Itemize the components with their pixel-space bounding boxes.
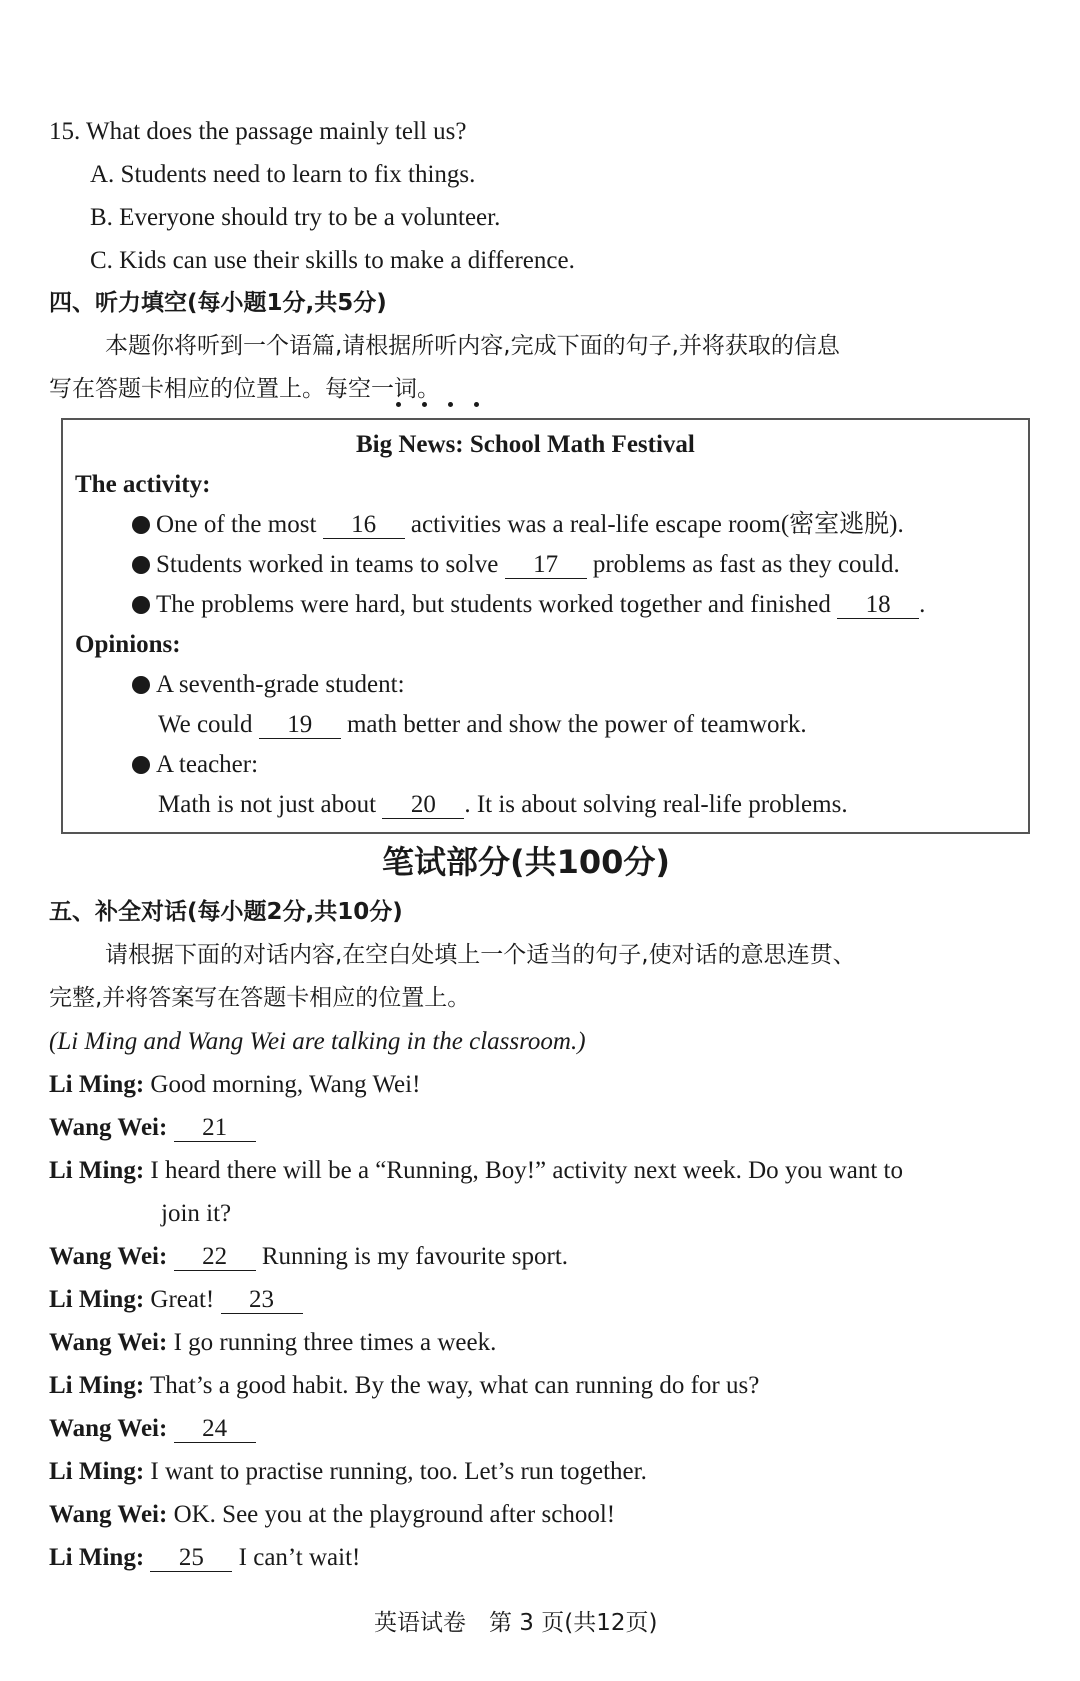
box-title: Big News: School Math Festival	[356, 431, 695, 458]
opinion-teacher-text: Math is not just about 20 . It is about solving real-life problems.	[158, 791, 848, 818]
dialogue-line-1: Li Ming: Good morning, Wang Wei!	[49, 1071, 421, 1098]
bullet-icon	[132, 676, 150, 694]
blank-17: 17	[505, 552, 587, 579]
blank-24: 24	[174, 1416, 256, 1443]
opinion-teacher-speaker: A teacher:	[132, 750, 258, 780]
activity-label: The activity:	[75, 471, 211, 498]
part4-heading: 四、听力填空(每小题1分,共5分)	[49, 290, 387, 316]
dialogue-line-11: Li Ming: 25 I can’t wait!	[49, 1544, 361, 1571]
blank-21: 21	[174, 1115, 256, 1142]
bullet-18: The problems were hard, but students worked together and finished 18 .	[132, 590, 925, 620]
opinions-label: Opinions:	[75, 631, 181, 658]
bullet-icon	[132, 516, 150, 534]
dialogue-line-10: Wang Wei: OK. See you at the playground after school!	[49, 1501, 616, 1528]
blank-20: 20	[382, 792, 464, 819]
dialogue-line-5: Li Ming: Great! 23	[49, 1285, 303, 1315]
dialogue-line-9: Li Ming: I want to practise running, too. Let’s run together.	[49, 1458, 647, 1485]
bullet-icon	[132, 596, 150, 614]
part4-instruction-line2: 写在答题卡相应的位置上。每空一词。	[49, 376, 440, 402]
dialogue-line-3: Li Ming: I heard there will be a “Running, Boy!” activity next week. Do you want to	[49, 1157, 903, 1184]
dialogue-line-4: Wang Wei: 22 Running is my favourite sport.	[49, 1243, 569, 1270]
opinion-student-speaker: A seventh-grade student:	[132, 670, 405, 700]
dialogue-line-7: Li Ming: That’s a good habit. By the way, what can running do for us?	[49, 1372, 760, 1399]
blank-23: 23	[221, 1287, 303, 1314]
dialogue-scene: (Li Ming and Wang Wei are talking in the classroom.)	[49, 1028, 586, 1055]
question-15-option-b: B. Everyone should try to be a volunteer.	[90, 204, 501, 231]
bullet-16: One of the most 16 activities was a real-life escape room(密室逃脱).	[132, 510, 904, 540]
dialogue-line-6: Wang Wei: I go running three times a week.	[49, 1329, 497, 1356]
part5-heading: 五、补全对话(每小题2分,共10分)	[49, 899, 403, 925]
question-15-option-c: C. Kids can use their skills to make a difference.	[90, 247, 575, 274]
dialogue-line-2: Wang Wei: 21	[49, 1113, 256, 1143]
opinion-student-text: We could 19 math better and show the power of teamwork.	[158, 711, 807, 738]
part5-instruction-line2: 完整,并将答案写在答题卡相应的位置上。	[49, 985, 471, 1011]
question-15-stem: 15. What does the passage mainly tell us?	[49, 118, 467, 145]
bullet-icon	[132, 556, 150, 574]
blank-18: 18	[837, 592, 919, 619]
bullet-icon	[132, 756, 150, 774]
dialogue-line-3-cont: join it?	[161, 1200, 232, 1227]
blank-25: 25	[150, 1545, 232, 1572]
page-footer: 英语试卷 第 3 页(共12页)	[374, 1610, 658, 1636]
part5-instruction-line1: 请根据下面的对话内容,在空白处填上一个适当的句子,使对话的意思连贯、	[105, 942, 856, 968]
part4-instruction-line1: 本题你将听到一个语篇,请根据所听内容,完成下面的句子,并将获取的信息	[105, 333, 840, 359]
written-section-title: 笔试部分(共100分)	[382, 843, 671, 881]
dialogue-line-8: Wang Wei: 24	[49, 1414, 256, 1444]
emphasis-dots	[396, 402, 496, 410]
blank-16: 16	[323, 512, 405, 539]
question-15-option-a: A. Students need to learn to fix things.	[90, 161, 476, 188]
bullet-17: Students worked in teams to solve 17 problems as fast as they could.	[132, 550, 900, 580]
blank-22: 22	[174, 1244, 256, 1271]
blank-19: 19	[259, 712, 341, 739]
